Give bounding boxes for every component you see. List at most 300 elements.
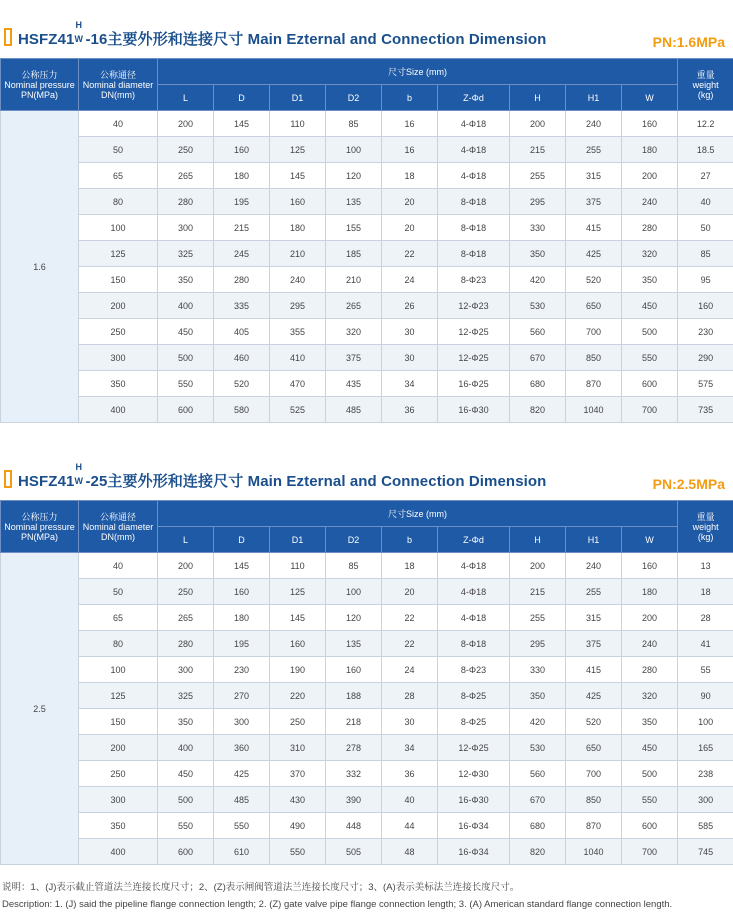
table-cell: 135 [326, 189, 382, 215]
table-cell: 12-Φ25 [438, 319, 510, 345]
table-cell: 400 [158, 293, 214, 319]
table-cell: 8-Φ23 [438, 657, 510, 683]
table-cell: 265 [158, 605, 214, 631]
table-cell: 550 [158, 813, 214, 839]
table-cell: 110 [270, 553, 326, 579]
table-row [1, 839, 733, 865]
table-cell: 100 [326, 579, 382, 605]
table-cell: 18.5 [678, 137, 733, 163]
table-cell: 16-Φ30 [438, 397, 510, 423]
table-cell: 210 [270, 241, 326, 267]
table-cell: 16 [382, 137, 438, 163]
column-header: b [382, 527, 438, 553]
table-cell: 40 [79, 111, 158, 137]
table-cell: 12-Φ23 [438, 293, 510, 319]
table-cell: 600 [158, 839, 214, 865]
column-header: D2 [326, 527, 382, 553]
table-cell: 295 [510, 189, 566, 215]
table-row [1, 215, 733, 241]
table-cell: 280 [158, 189, 214, 215]
table-cell: 1040 [566, 397, 622, 423]
table-cell: 425 [566, 241, 622, 267]
table-cell: 448 [326, 813, 382, 839]
table-cell: 200 [510, 111, 566, 137]
table-cell: 270 [214, 683, 270, 709]
table-row [1, 345, 733, 371]
table-cell: 200 [622, 605, 678, 631]
table-cell: 450 [158, 761, 214, 787]
table-cell: 600 [158, 397, 214, 423]
table-cell: 80 [79, 631, 158, 657]
table-cell: 320 [326, 319, 382, 345]
table-cell: 325 [158, 241, 214, 267]
table-cell: 500 [622, 319, 678, 345]
table-cell: 120 [326, 605, 382, 631]
title-hw-subscript: H W [74, 20, 84, 44]
table-cell: 580 [214, 397, 270, 423]
table-cell: 550 [270, 839, 326, 865]
table-cell: 295 [510, 631, 566, 657]
table-row [1, 683, 733, 709]
table-cell: 560 [510, 319, 566, 345]
column-header: H [510, 85, 566, 111]
table-cell: 820 [510, 397, 566, 423]
table-cell: 195 [214, 189, 270, 215]
table-cell: 255 [566, 579, 622, 605]
table-cell: 300 [214, 709, 270, 735]
table-cell: 215 [510, 579, 566, 605]
table-cell: 420 [510, 267, 566, 293]
header-size-group: 尺寸Size (mm) [158, 59, 678, 85]
column-header: D2 [326, 85, 382, 111]
table-row [1, 709, 733, 735]
table-cell: 450 [158, 319, 214, 345]
table-cell: 300 [158, 657, 214, 683]
table-cell: 400 [79, 397, 158, 423]
table-cell: 238 [678, 761, 733, 787]
section-title [18, 20, 547, 49]
table-cell: 30 [382, 709, 438, 735]
table-cell: 485 [326, 397, 382, 423]
table-row [1, 813, 733, 839]
column-header: D1 [270, 527, 326, 553]
table-cell: 110 [270, 111, 326, 137]
table-cell: 670 [510, 787, 566, 813]
table-cell: 160 [270, 631, 326, 657]
header-weight: 重量 weight (kg) [678, 59, 733, 111]
dimension-table [0, 500, 733, 865]
title-marker-icon [4, 470, 12, 488]
table-cell: 145 [270, 163, 326, 189]
table-cell: 490 [270, 813, 326, 839]
dimension-section-pn25 [0, 442, 733, 857]
table-cell: 530 [510, 735, 566, 761]
table-cell: 415 [566, 657, 622, 683]
table-cell: 18 [382, 163, 438, 189]
column-header: L [158, 527, 214, 553]
table-cell: 40 [678, 189, 733, 215]
table-cell: 350 [622, 709, 678, 735]
table-cell: 560 [510, 761, 566, 787]
column-header: W [622, 527, 678, 553]
table-row [1, 293, 733, 319]
table-cell: 150 [79, 267, 158, 293]
table-cell: 245 [214, 241, 270, 267]
table-cell: 125 [79, 241, 158, 267]
pn-badge: PN:2.5MPa [652, 476, 725, 492]
table-cell: 145 [270, 605, 326, 631]
table-cell: 325 [158, 683, 214, 709]
table-cell: 430 [270, 787, 326, 813]
table-cell: 13 [678, 553, 733, 579]
table-cell: 90 [678, 683, 733, 709]
table-cell: 850 [566, 345, 622, 371]
table-cell: 200 [158, 111, 214, 137]
table-cell: 230 [214, 657, 270, 683]
table-cell: 350 [158, 709, 214, 735]
table-cell: 400 [158, 735, 214, 761]
table-cell: 450 [622, 293, 678, 319]
table-cell: 295 [270, 293, 326, 319]
table-cell: 4-Φ18 [438, 579, 510, 605]
footnotes [2, 879, 672, 913]
table-cell: 125 [79, 683, 158, 709]
column-header: H1 [566, 85, 622, 111]
table-cell: 160 [678, 293, 733, 319]
table-cell: 375 [566, 189, 622, 215]
table-row [1, 189, 733, 215]
table-cell: 300 [79, 345, 158, 371]
table-row [1, 267, 733, 293]
table-cell: 16 [382, 111, 438, 137]
section-header [0, 0, 733, 58]
table-cell: 8-Φ18 [438, 631, 510, 657]
column-header: b [382, 85, 438, 111]
table-cell: 40 [79, 553, 158, 579]
footnote-cn: 说明：1、(J)表示截止管道法兰连接长度尺寸；2、(Z)表示闸阀管道法兰连接长度尺寸；3、(A)表示美标法兰连接长度尺寸。 [2, 882, 520, 893]
table-cell: 650 [566, 293, 622, 319]
table-cell: 100 [79, 215, 158, 241]
table-cell: 41 [678, 631, 733, 657]
table-cell: 8-Φ18 [438, 189, 510, 215]
table-row [1, 553, 733, 579]
title-description: -25主要外形和连接尺寸 Main Ezternal and Connection Dimension [85, 473, 547, 490]
pressure-cell: 2.5 [1, 553, 79, 865]
table-cell: 200 [79, 293, 158, 319]
table-cell: 100 [79, 657, 158, 683]
table-cell: 290 [678, 345, 733, 371]
table-cell: 65 [79, 163, 158, 189]
table-cell: 255 [510, 605, 566, 631]
table-cell: 435 [326, 371, 382, 397]
table-cell: 520 [214, 371, 270, 397]
table-cell: 20 [382, 189, 438, 215]
table-cell: 332 [326, 761, 382, 787]
table-cell: 350 [510, 683, 566, 709]
table-cell: 350 [79, 371, 158, 397]
section-header [0, 442, 733, 500]
table-cell: 210 [326, 267, 382, 293]
table-cell: 220 [270, 683, 326, 709]
table-cell: 48 [382, 839, 438, 865]
table-cell: 125 [270, 579, 326, 605]
table-cell: 200 [622, 163, 678, 189]
table-cell: 600 [622, 371, 678, 397]
table-cell: 120 [326, 163, 382, 189]
table-cell: 460 [214, 345, 270, 371]
header-weight: 重量 weight (kg) [678, 501, 733, 553]
table-cell: 320 [622, 241, 678, 267]
table-cell: 250 [270, 709, 326, 735]
table-cell: 670 [510, 345, 566, 371]
table-cell: 188 [326, 683, 382, 709]
table-cell: 520 [566, 709, 622, 735]
table-cell: 100 [678, 709, 733, 735]
table-cell: 425 [566, 683, 622, 709]
table-cell: 4-Φ18 [438, 137, 510, 163]
table-cell: 44 [382, 813, 438, 839]
table-cell: 240 [622, 189, 678, 215]
table-cell: 870 [566, 813, 622, 839]
table-cell: 370 [270, 761, 326, 787]
table-cell: 160 [622, 111, 678, 137]
table-cell: 34 [382, 371, 438, 397]
title-model: HSFZ41 [18, 473, 75, 490]
table-cell: 350 [158, 267, 214, 293]
table-cell: 28 [678, 605, 733, 631]
table-cell: 550 [158, 371, 214, 397]
table-cell: 26 [382, 293, 438, 319]
table-row [1, 371, 733, 397]
table-cell: 550 [214, 813, 270, 839]
table-cell: 265 [158, 163, 214, 189]
table-cell: 8-Φ25 [438, 683, 510, 709]
table-cell: 310 [270, 735, 326, 761]
table-cell: 525 [270, 397, 326, 423]
table-cell: 12-Φ25 [438, 735, 510, 761]
table-cell: 405 [214, 319, 270, 345]
table-cell: 585 [678, 813, 733, 839]
table-cell: 160 [214, 137, 270, 163]
table-cell: 700 [566, 319, 622, 345]
table-cell: 135 [326, 631, 382, 657]
table-cell: 24 [382, 267, 438, 293]
table-cell: 350 [510, 241, 566, 267]
table-cell: 4-Φ18 [438, 163, 510, 189]
table-row [1, 631, 733, 657]
title-hw-subscript: H W [74, 462, 84, 486]
table-cell: 160 [622, 553, 678, 579]
table-cell: 218 [326, 709, 382, 735]
table-cell: 610 [214, 839, 270, 865]
table-cell: 278 [326, 735, 382, 761]
table-cell: 500 [158, 345, 214, 371]
table-cell: 36 [382, 397, 438, 423]
table-cell: 34 [382, 735, 438, 761]
table-cell: 28 [382, 683, 438, 709]
table-cell: 870 [566, 371, 622, 397]
table-cell: 16-Φ34 [438, 813, 510, 839]
table-cell: 300 [79, 787, 158, 813]
table-row [1, 735, 733, 761]
table-cell: 200 [510, 553, 566, 579]
table-cell: 190 [270, 657, 326, 683]
table-row [1, 319, 733, 345]
table-row [1, 787, 733, 813]
table-cell: 700 [622, 397, 678, 423]
table-cell: 85 [326, 111, 382, 137]
table-cell: 850 [566, 787, 622, 813]
table-cell: 155 [326, 215, 382, 241]
table-cell: 265 [326, 293, 382, 319]
table-cell: 50 [79, 137, 158, 163]
table-cell: 280 [214, 267, 270, 293]
column-header: H [510, 527, 566, 553]
table-cell: 450 [622, 735, 678, 761]
table-cell: 8-Φ18 [438, 215, 510, 241]
table-cell: 250 [79, 761, 158, 787]
table-cell: 505 [326, 839, 382, 865]
table-cell: 240 [566, 111, 622, 137]
table-cell: 165 [678, 735, 733, 761]
section-title [18, 462, 547, 491]
column-header: Z-Φd [438, 85, 510, 111]
table-cell: 22 [382, 605, 438, 631]
header-diameter: 公称通径 Nominal diameter DN(mm) [79, 59, 158, 111]
column-header: H1 [566, 527, 622, 553]
table-cell: 280 [158, 631, 214, 657]
table-cell: 160 [270, 189, 326, 215]
table-cell: 20 [382, 215, 438, 241]
table-cell: 65 [79, 605, 158, 631]
table-cell: 12.2 [678, 111, 733, 137]
table-cell: 230 [678, 319, 733, 345]
title-marker-icon [4, 28, 12, 46]
table-cell: 50 [79, 579, 158, 605]
table-cell: 820 [510, 839, 566, 865]
pressure-cell: 1.6 [1, 111, 79, 423]
table-cell: 330 [510, 215, 566, 241]
table-cell: 575 [678, 371, 733, 397]
table-cell: 550 [622, 787, 678, 813]
table-cell: 20 [382, 579, 438, 605]
header-pressure: 公称压力 Nominal pressure PN(MPa) [1, 59, 79, 111]
table-cell: 160 [326, 657, 382, 683]
table-cell: 280 [622, 215, 678, 241]
table-cell: 650 [566, 735, 622, 761]
table-cell: 200 [79, 735, 158, 761]
table-cell: 350 [622, 267, 678, 293]
table-cell: 12-Φ25 [438, 345, 510, 371]
table-cell: 355 [270, 319, 326, 345]
table-cell: 390 [326, 787, 382, 813]
table-cell: 8-Φ18 [438, 241, 510, 267]
table-cell: 180 [214, 163, 270, 189]
table-row [1, 657, 733, 683]
table-cell: 240 [270, 267, 326, 293]
table-cell: 315 [566, 605, 622, 631]
table-cell: 27 [678, 163, 733, 189]
table-cell: 320 [622, 683, 678, 709]
table-cell: 195 [214, 631, 270, 657]
table-cell: 215 [510, 137, 566, 163]
table-cell: 200 [158, 553, 214, 579]
table-row [1, 241, 733, 267]
table-cell: 40 [382, 787, 438, 813]
table-cell: 1040 [566, 839, 622, 865]
table-cell: 500 [622, 761, 678, 787]
table-cell: 250 [79, 319, 158, 345]
table-cell: 255 [566, 137, 622, 163]
table-cell: 735 [678, 397, 733, 423]
table-cell: 180 [270, 215, 326, 241]
column-header: D1 [270, 85, 326, 111]
column-header: L [158, 85, 214, 111]
table-cell: 240 [622, 631, 678, 657]
table-cell: 530 [510, 293, 566, 319]
table-cell: 680 [510, 371, 566, 397]
table-cell: 375 [326, 345, 382, 371]
table-cell: 700 [622, 839, 678, 865]
table-cell: 300 [158, 215, 214, 241]
table-cell: 315 [566, 163, 622, 189]
table-cell: 125 [270, 137, 326, 163]
table-cell: 8-Φ25 [438, 709, 510, 735]
table-cell: 4-Φ18 [438, 553, 510, 579]
table-cell: 550 [622, 345, 678, 371]
table-cell: 360 [214, 735, 270, 761]
table-cell: 215 [214, 215, 270, 241]
table-cell: 745 [678, 839, 733, 865]
header-pressure: 公称压力 Nominal pressure PN(MPa) [1, 501, 79, 553]
table-cell: 330 [510, 657, 566, 683]
footnote-en: Description: 1. (J) said the pipeline flange connection length; 2. (Z) gate valve pipe flange connection length; 3. (A) American standard flange connection length. [2, 899, 673, 910]
column-header: D [214, 85, 270, 111]
table-cell: 300 [678, 787, 733, 813]
table-cell: 350 [79, 813, 158, 839]
table-cell: 375 [566, 631, 622, 657]
table-cell: 680 [510, 813, 566, 839]
table-cell: 36 [382, 761, 438, 787]
table-cell: 4-Φ18 [438, 605, 510, 631]
table-cell: 24 [382, 657, 438, 683]
table-row [1, 163, 733, 189]
table-row [1, 761, 733, 787]
table-cell: 18 [678, 579, 733, 605]
table-cell: 600 [622, 813, 678, 839]
table-cell: 425 [214, 761, 270, 787]
column-header: W [622, 85, 678, 111]
title-description: -16主要外形和连接尺寸 Main Ezternal and Connection Dimension [85, 31, 547, 48]
table-cell: 30 [382, 319, 438, 345]
table-cell: 180 [622, 137, 678, 163]
table-cell: 50 [678, 215, 733, 241]
table-cell: 485 [214, 787, 270, 813]
table-cell: 415 [566, 215, 622, 241]
table-cell: 80 [79, 189, 158, 215]
table-cell: 180 [214, 605, 270, 631]
table-cell: 85 [326, 553, 382, 579]
table-cell: 700 [566, 761, 622, 787]
table-row [1, 605, 733, 631]
table-cell: 280 [622, 657, 678, 683]
table-cell: 22 [382, 631, 438, 657]
table-cell: 185 [326, 241, 382, 267]
table-cell: 420 [510, 709, 566, 735]
table-cell: 250 [158, 579, 214, 605]
dimension-table [0, 58, 733, 423]
table-cell: 16-Φ30 [438, 787, 510, 813]
